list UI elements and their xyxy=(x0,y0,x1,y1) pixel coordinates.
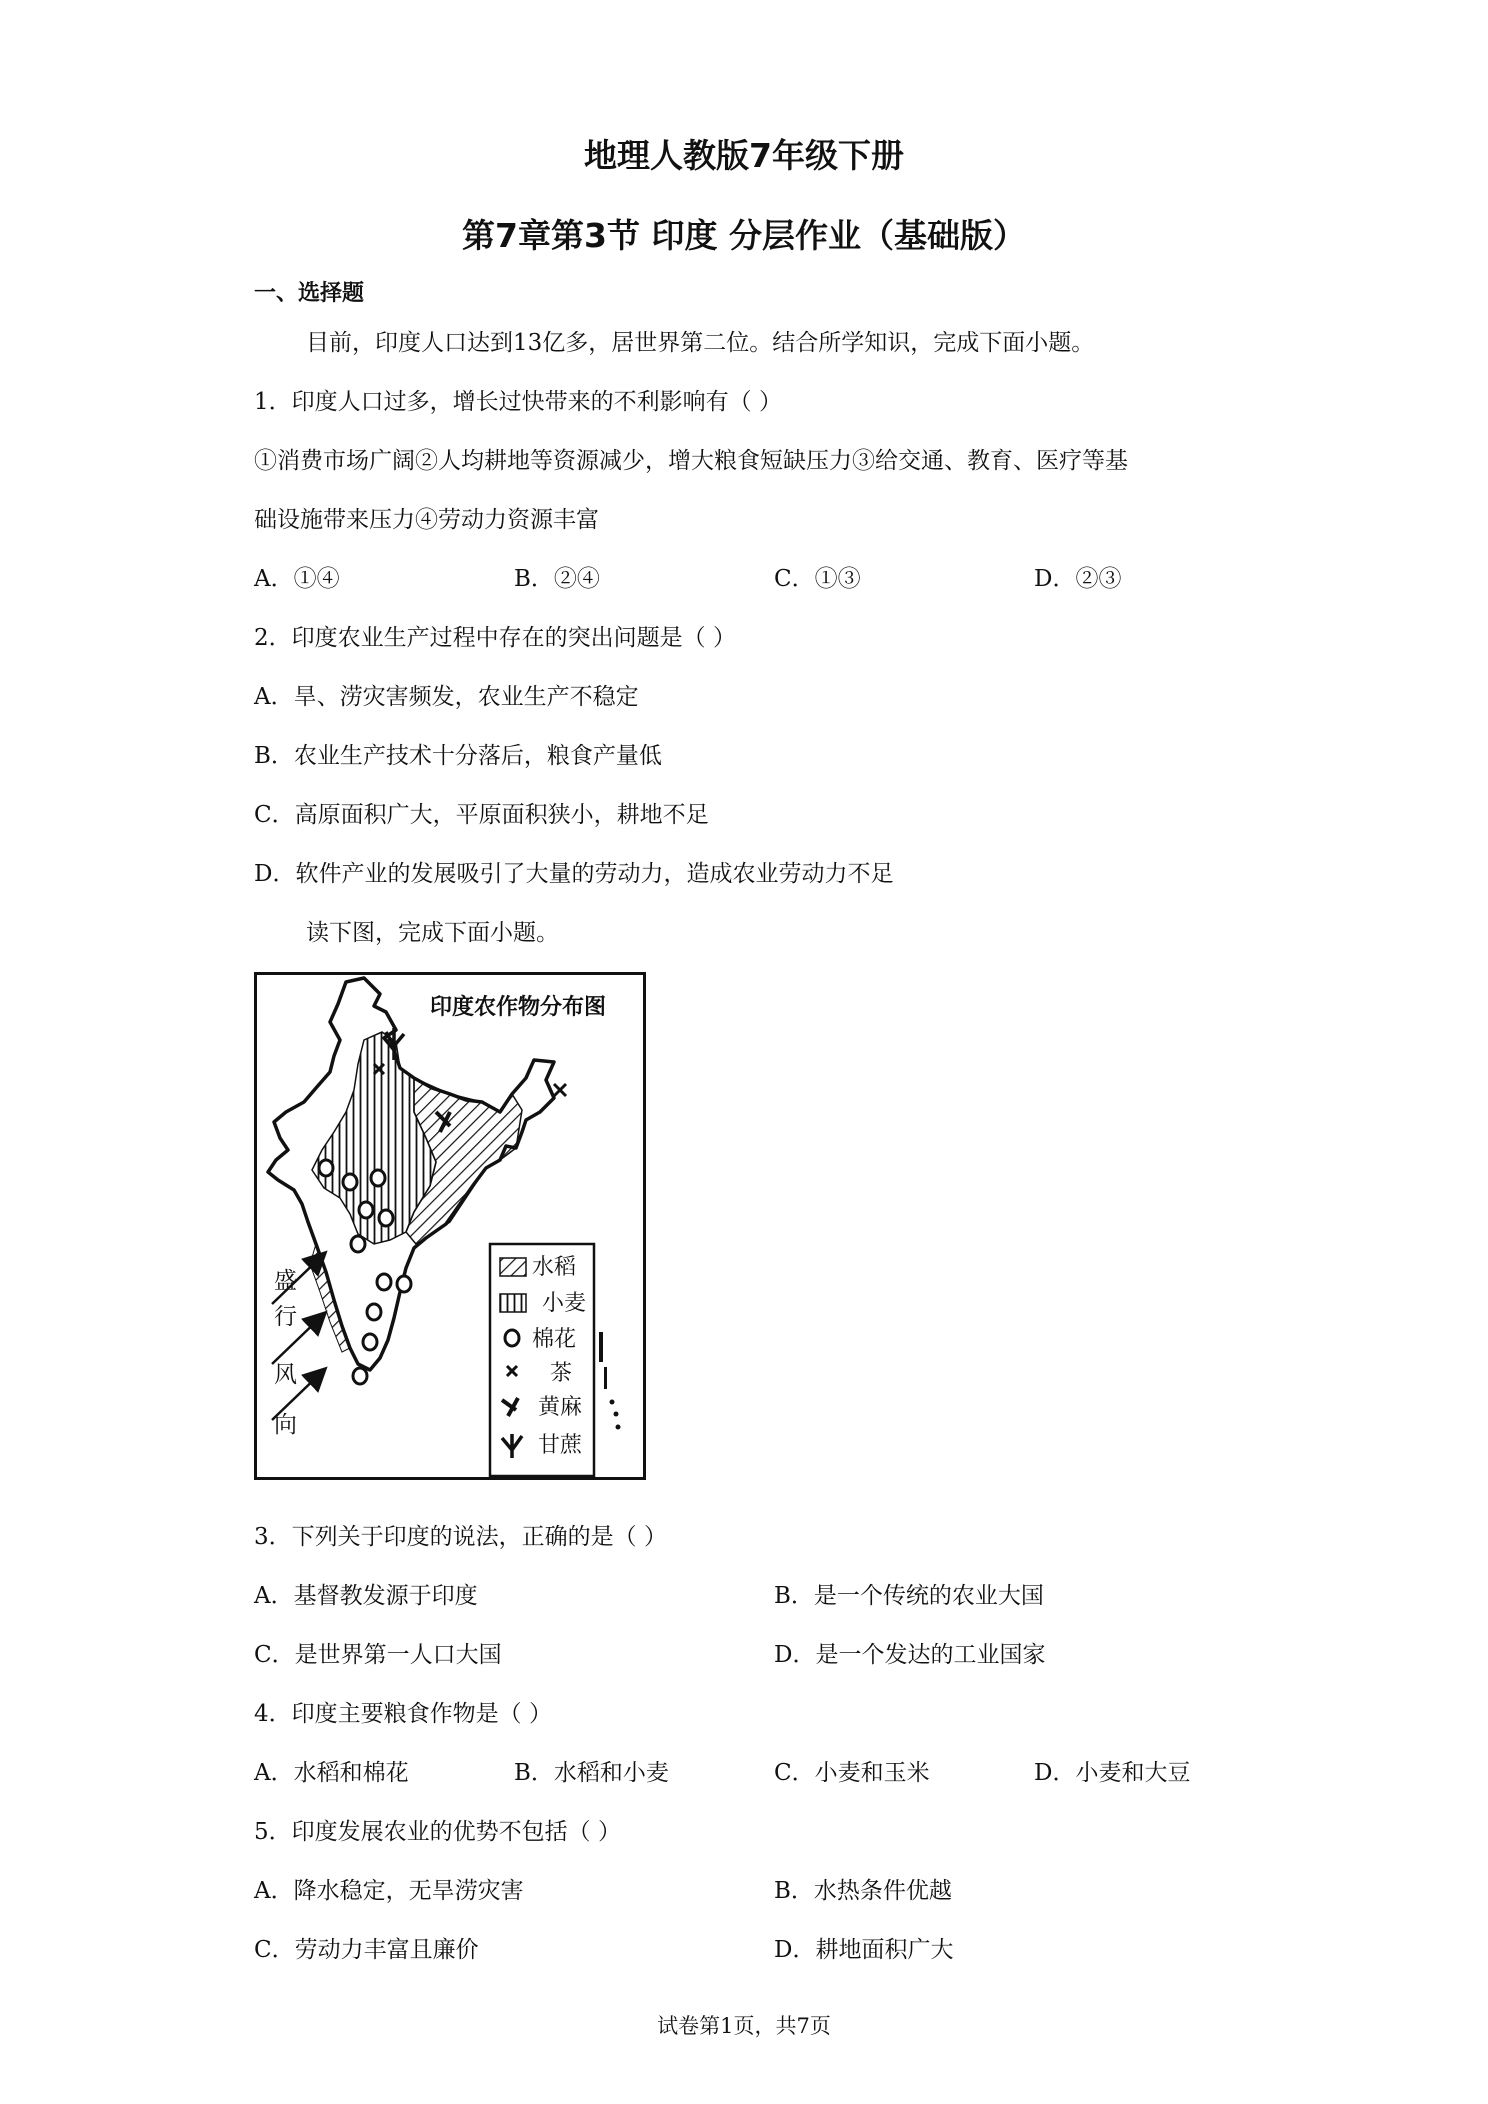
question-3-stem: 3．下列关于印度的说法，正确的是（ ） xyxy=(254,1524,667,1550)
legend-cotton-symbol xyxy=(505,1330,519,1346)
legend-jute-label: 黄麻 xyxy=(538,1395,583,1420)
question-1-statements-line1: ①消费市场广阔②人均耕地等资源减少，增大粮食短缺压力③给交通、教育、医疗等基 xyxy=(254,448,1128,474)
intro-passage-population: 目前，印度人口达到13亿多，居世界第二位。结合所学知识，完成下面小题。 xyxy=(306,330,1095,356)
legend-rice-swatch xyxy=(500,1258,526,1276)
map-legend xyxy=(490,1244,594,1476)
question-5-option-d[interactable]: D．耕地面积广大 xyxy=(774,1937,954,1963)
legend-tea-label: 茶 xyxy=(550,1361,573,1386)
question-3-option-a[interactable]: A．基督教发源于印度 xyxy=(254,1583,478,1609)
question-2-stem: 2．印度农业生产过程中存在的突出问题是（ ） xyxy=(254,625,736,651)
page-title-line2: 第7章第3节 印度 分层作业（基础版） xyxy=(462,216,1026,255)
question-4-option-a[interactable]: A．水稻和棉花 xyxy=(254,1760,409,1786)
question-1-stem: 1．印度人口过多，增长过快带来的不利影响有（ ） xyxy=(254,389,782,415)
intro-read-map: 读下图，完成下面小题。 xyxy=(306,920,559,946)
question-3-option-b[interactable]: B．是一个传统的农业大国 xyxy=(774,1583,1044,1609)
question-2-option-c[interactable]: C．高原面积广大，平原面积狭小，耕地不足 xyxy=(254,802,709,828)
question-2-option-b[interactable]: B．农业生产技术十分落后，粮食产量低 xyxy=(254,743,662,769)
wind-label-char-3: 风 xyxy=(274,1362,297,1388)
wind-label-char-2: 行 xyxy=(274,1304,297,1330)
question-3-option-d[interactable]: D．是一个发达的工业国家 xyxy=(774,1642,1046,1668)
page-title-line1: 地理人教版7年级下册 xyxy=(584,136,904,175)
legend-rice-label: 水稻 xyxy=(532,1255,577,1280)
question-5-option-a[interactable]: A．降水稳定，无旱涝灾害 xyxy=(254,1878,524,1904)
wind-label-char-4: 向 xyxy=(274,1412,297,1438)
question-2-option-a[interactable]: A．旱、涝灾害频发，农业生产不稳定 xyxy=(254,684,639,710)
legend-sugarcane-label: 甘蔗 xyxy=(538,1433,583,1458)
wind-label-char-1: 盛 xyxy=(274,1268,297,1294)
page-footer: 试卷第1页，共7页 xyxy=(657,2014,831,2038)
legend-cotton-label: 棉花 xyxy=(532,1327,577,1352)
india-crop-map xyxy=(254,972,646,1480)
question-2-option-d[interactable]: D．软件产业的发展吸引了大量的劳动力，造成农业劳动力不足 xyxy=(254,861,894,887)
section-heading-choice: 一、选择题 xyxy=(254,281,365,306)
question-4-option-d[interactable]: D．小麦和大豆 xyxy=(1034,1760,1191,1786)
question-1-statements-line2: 础设施带来压力④劳动力资源丰富 xyxy=(254,507,599,533)
map-title: 印度农作物分布图 xyxy=(430,995,607,1020)
question-4-option-c[interactable]: C．小麦和玉米 xyxy=(774,1760,930,1786)
question-3-option-c[interactable]: C．是世界第一人口大国 xyxy=(254,1642,502,1668)
legend-wheat-label: 小麦 xyxy=(542,1291,587,1316)
question-5-option-c[interactable]: C．劳动力丰富且廉价 xyxy=(254,1937,479,1963)
question-4-stem: 4．印度主要粮食作物是（ ） xyxy=(254,1701,552,1727)
question-5-stem: 5．印度发展农业的优势不包括（ ） xyxy=(254,1819,621,1845)
legend-wheat-swatch xyxy=(500,1294,526,1312)
question-1-option-d[interactable]: D．②③ xyxy=(1034,566,1122,592)
question-5-option-b[interactable]: B．水热条件优越 xyxy=(774,1878,952,1904)
question-1-option-c[interactable]: C．①③ xyxy=(774,566,861,592)
question-1-option-b[interactable]: B．②④ xyxy=(514,566,600,592)
question-1-option-a[interactable]: A．①④ xyxy=(254,566,340,592)
question-4-option-b[interactable]: B．水稻和小麦 xyxy=(514,1760,669,1786)
